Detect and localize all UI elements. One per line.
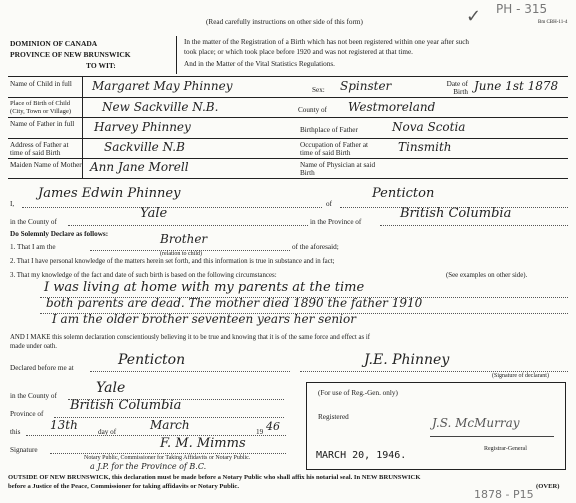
signature-label: Signature	[10, 446, 38, 454]
declarant-province: British Columbia	[400, 206, 512, 221]
registered-date-stamp: MARCH 20, 1946.	[316, 450, 407, 461]
reg-use-label: (For use of Reg.-Gen. only)	[318, 389, 398, 397]
mother-maiden-name-value: Ann Jane Morell	[90, 160, 189, 174]
footer-line-1: OUTSIDE OF NEW BRUNSWICK, this declaration must be made before a Notary Public who shall affix his notarial seal. In NEW BRUNSWICK	[8, 474, 421, 481]
solemn-declaration-line-2: made under oath.	[10, 343, 57, 350]
matter-line-3: And in the Matter of the Vital Statistics Regulations.	[184, 60, 335, 68]
father-name-label: Name of Father in full	[10, 120, 75, 128]
father-occupation-value: Tinsmith	[398, 140, 452, 154]
aforesaid: of the aforesaid;	[292, 243, 339, 251]
month-value: March	[150, 418, 190, 432]
registered-label: Registered	[318, 413, 349, 421]
circumstance-line-1: I was living at home with my parents at the time	[44, 280, 365, 295]
province-of-label: in the Province of	[310, 218, 362, 226]
signoff-county-label: in the County of	[10, 392, 57, 400]
signoff-province-value: British Columbia	[70, 398, 182, 413]
father-address-label: Address of Father at time of said Birth	[10, 141, 69, 157]
sex-label: Sex:	[312, 86, 325, 94]
day-of-label: day of	[98, 428, 117, 436]
date-of-birth-value: June 1st 1878	[474, 79, 559, 93]
county-of-label: in the County of	[10, 218, 57, 226]
place-of-birth-value: New Sackville N.B.	[102, 100, 219, 114]
father-birthplace-label: Birthplace of Father	[300, 126, 358, 134]
footer-line-2: before a Justice of the Peace, Commissioner for taking affidavits or Notary Public.	[8, 483, 239, 490]
physician-label: Name of Physician at said Birth	[300, 161, 376, 177]
year-prefix: 19	[256, 428, 264, 436]
to-wit: TO WIT:	[86, 61, 116, 70]
circumstance-line-2: both parents are dead. The mother died 1890 the father 1910	[46, 296, 423, 310]
matter-line-2: took place; or which took place before 1920 and was not registered at that time.	[184, 48, 413, 56]
name-of-child-label: Name of Child in full	[10, 80, 72, 88]
notary-caption: Notary Public, Commissioner for Taking Affidavits or Notary Public.	[84, 455, 251, 461]
solemn-declare: Do Solemnly Declare as follows:	[10, 230, 109, 238]
over-note: (OVER)	[536, 483, 560, 490]
item-2: 2. That I have personal knowledge of the matters herein set forth, and this information is true in substance and in fact;	[10, 258, 335, 265]
form-number: Bm CBH-11-4	[538, 20, 568, 25]
examples-note: (See examples on other side).	[446, 272, 528, 279]
item-3: 3. That my knowledge of the fact and date of such birth is based on the following circumstances:	[10, 272, 277, 279]
relation-caption: (relation to child)	[160, 251, 202, 257]
check-mark: ✓	[466, 6, 482, 27]
father-address-value: Sackville N.B	[104, 140, 185, 154]
year-value: 46	[266, 420, 280, 433]
county-label: County of	[298, 106, 327, 114]
mother-maiden-name-label: Maiden Name of Mother	[10, 161, 82, 169]
name-of-child-value: Margaret May Phinney	[92, 79, 233, 93]
notary-signature: F. M. Mimms	[160, 436, 246, 451]
signoff-county-value: Yale	[96, 380, 126, 396]
instructions-note: (Read carefully instructions on other side of this form)	[206, 18, 363, 26]
bottom-pencil-reference: 1878 - P15	[474, 488, 534, 501]
father-birthplace-value: Nova Scotia	[392, 120, 466, 134]
pencil-reference: PH - 315	[496, 2, 548, 16]
item-1-label: 1. That I am the	[10, 243, 56, 251]
this-label: this	[10, 428, 21, 436]
declared-at-label: Declared before me at	[10, 364, 74, 372]
solemn-declaration-line-1: AND I MAKE this solemn declaration conscientiously believing it to be true and knowing that it is of the same force and effect as if	[10, 334, 371, 341]
of-place: Penticton	[372, 186, 435, 201]
notary-sub: a J.P. for the Province of B.C.	[90, 462, 207, 471]
declarant-name: James Edwin Phinney	[38, 186, 181, 201]
date-of-birth-label: Date of Birth	[446, 80, 468, 96]
father-occupation-label: Occupation of Father at time of said Birth	[300, 141, 369, 157]
declarant-signature: J.E. Phinney	[364, 352, 450, 368]
sex-value: Spinster	[340, 79, 392, 93]
county-value: Westmoreland	[348, 100, 436, 114]
matter-line-1: In the matter of the Registration of a Birth which has not been registered within one year after such	[184, 38, 470, 46]
declarant-county: Yale	[140, 206, 168, 221]
declared-at-value: Penticton	[118, 352, 186, 368]
of-label: of	[326, 200, 332, 208]
circumstance-line-3: I am the older brother seventeen years her senior	[52, 312, 356, 326]
dominion-heading: DOMINION OF CANADA	[10, 39, 98, 48]
day-value: 13th	[50, 418, 78, 432]
declarant-signature-caption: (Signature of declarant)	[492, 373, 549, 379]
father-name-value: Harvey Phinney	[94, 120, 191, 134]
province-heading: PROVINCE OF NEW BRUNSWICK	[10, 50, 131, 59]
i-label: I,	[10, 200, 15, 208]
registrar-signature: J.S. McMurray	[432, 416, 520, 430]
signoff-province-label: Province of	[10, 410, 44, 418]
registrar-caption: Registrar-General	[484, 446, 527, 452]
relation-value: Brother	[160, 232, 208, 246]
place-of-birth-label: Place of Birth of Child (City, Town or Village)	[10, 100, 72, 115]
